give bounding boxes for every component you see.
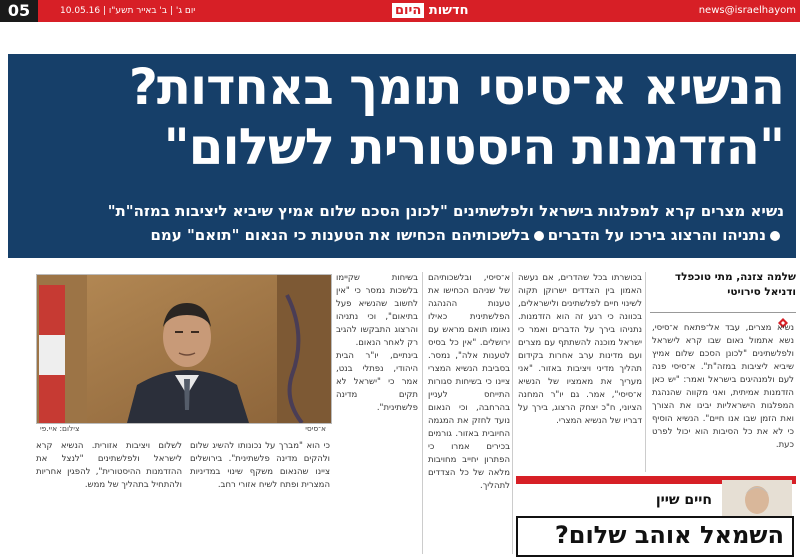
- article-text: בשיחות שקיימו בלשכות נמסר כי "אין לחשוב שהנשיא פעל בתיאום", וכי נתניהו והרצוג התבקשו להגיב רק לאחר הנאום.: [336, 273, 418, 348]
- el-sisi-portrait: [37, 275, 331, 423]
- article-text: כי הוא "מברך על נכונותו להשיג שלום ולהקים מדינה פלשתינית". בירושלים ציינו שהנאום משקף שינוי במדיניות המצרית ופתח לשיח אזורי רחב.: [190, 441, 330, 490]
- subheadline-part-a: נתניהו והרצוג בירכו על הדברים: [547, 226, 766, 244]
- headline-line-2: "הזדמנות היסטורית לשלום": [163, 118, 784, 176]
- photo-credit: צילום: איי.פי: [40, 424, 80, 433]
- opinion-byline: [516, 488, 796, 514]
- article-column-3: [428, 272, 510, 554]
- headline-line-1: הנשיא א־סיסי תומך באחדות?: [128, 58, 784, 116]
- article-column-6: [36, 440, 182, 554]
- byline-authors-1: שלמה צזנה, מתי טוכפלד: [674, 271, 796, 283]
- article-column-2: [518, 272, 642, 472]
- subheadline-line-1: נשיא מצרים קרא למפלגות בישראל ולפלשתינים "לכונן הסכם שלום אמיץ שיביא ליציבות במזה"ת": [107, 202, 784, 220]
- column-divider: [645, 272, 646, 472]
- article-column-1: [652, 322, 794, 472]
- article-text: נשיא מצרים, עבד אל־פתאח א־סיסי, נשא אתמול נאום שבו קרא לישראל ולפלשתינים "לכונן הסכם שלום אמיץ שיביא ליציבות במזה"ת". א־סיסי פנה לעם ולמנהיגים בישראל ואמר: "יש כאן הזדמנות אמיתית, ואני מקווה שהנהגת המפלגות הישראליות יבינו את הצורך ואת הזמן שבו אנו חיים". הנשיא הוסיף כי לא את כל הסיבות הוא יכול לפרט כעת.: [652, 323, 794, 450]
- column-divider: [422, 272, 423, 554]
- article-column-4: [336, 272, 418, 554]
- bullet-icon: [770, 231, 780, 241]
- bullet-icon: [534, 231, 544, 241]
- headline-block: [8, 54, 796, 258]
- page-number: 05: [0, 0, 38, 22]
- photo-caption: א־סיסי: [305, 424, 326, 433]
- article-text: בינתיים, יו"ר הבית היהודי, נפתלי בנט, אמר כי "ישראל לא תקים מדינה פלשתינית".: [336, 351, 418, 413]
- section-label: [390, 0, 469, 22]
- byline-authors-2: ודניאל סירויטי: [727, 286, 796, 298]
- opinion-author-name: חיים שיין: [655, 492, 712, 508]
- subheadline-line-2: [9, 225, 784, 245]
- article-text: לשלום ויציבות אזורית. הנשיא קרא לישראל ולפלשתינים "לנצל את ההזדמנות ההיסטורית", להפגין אחריות ולהתחיל בתהליך של ממש.: [36, 441, 182, 490]
- article-column-5: [190, 440, 330, 554]
- section-brand: היום: [392, 3, 424, 18]
- article-text: בכושרתו בכל שהדרים, אם נעשה האמון בין הצדדים ישרוקן תקוה לשינוי חיים לפלשתינים ולישראלים, בכוונה כי רגע זה הוא הזדמנות. נתניהו בירך על הדברים ואמר כי ישראל מוכנה להשתתף עם מצרים ועם מדינות ערב אחרות בקידום תהליך מדיני ויציבות באזור. "אני מעריך את מאמציו של הנשיא א־סיסי", אמר. גם יו"ר המחנה הציוני, ח"כ יצחק הרצוג, בירך על דבריו של הנשיא המצרי.: [518, 273, 642, 426]
- email-address: news@israelhayom: [698, 5, 796, 16]
- column-divider: [512, 272, 513, 554]
- byline: [650, 270, 796, 314]
- subheadline-part-b: בלשכותיהם הכחישו את הטענות כי הנאום "תואם" עמם: [150, 226, 530, 244]
- date-line: 10.05.16 | יום ג' | ב' באייר תשע"ו: [60, 6, 196, 16]
- section-name: חדשות: [428, 3, 469, 18]
- byline-divider: [650, 312, 796, 313]
- top-bar: [0, 0, 800, 22]
- article-photo: [36, 274, 332, 424]
- article-text: א־סיסי, ובלשכותיהם של שניהם הכחישו את טענות ההנהגה הפלשתינית כאילו נאומו תואם מראש עם ירושלים. "אין כל בסיס לטענות אלה", נמסר. בסביבת הנשיא המצרי ציינו כי בשיחות סגורות התייחס לעניין בהרחבה, וכי הנאום נועד לחזק את המגמה החיובית באזור. גורמים בכירים אמרו כי הפתרון יחייב מחויבות מלאה של כל הצדדים לתהליך.: [428, 273, 510, 491]
- opinion-title[interactable]: השמאל אוהב שלום?: [516, 516, 794, 557]
